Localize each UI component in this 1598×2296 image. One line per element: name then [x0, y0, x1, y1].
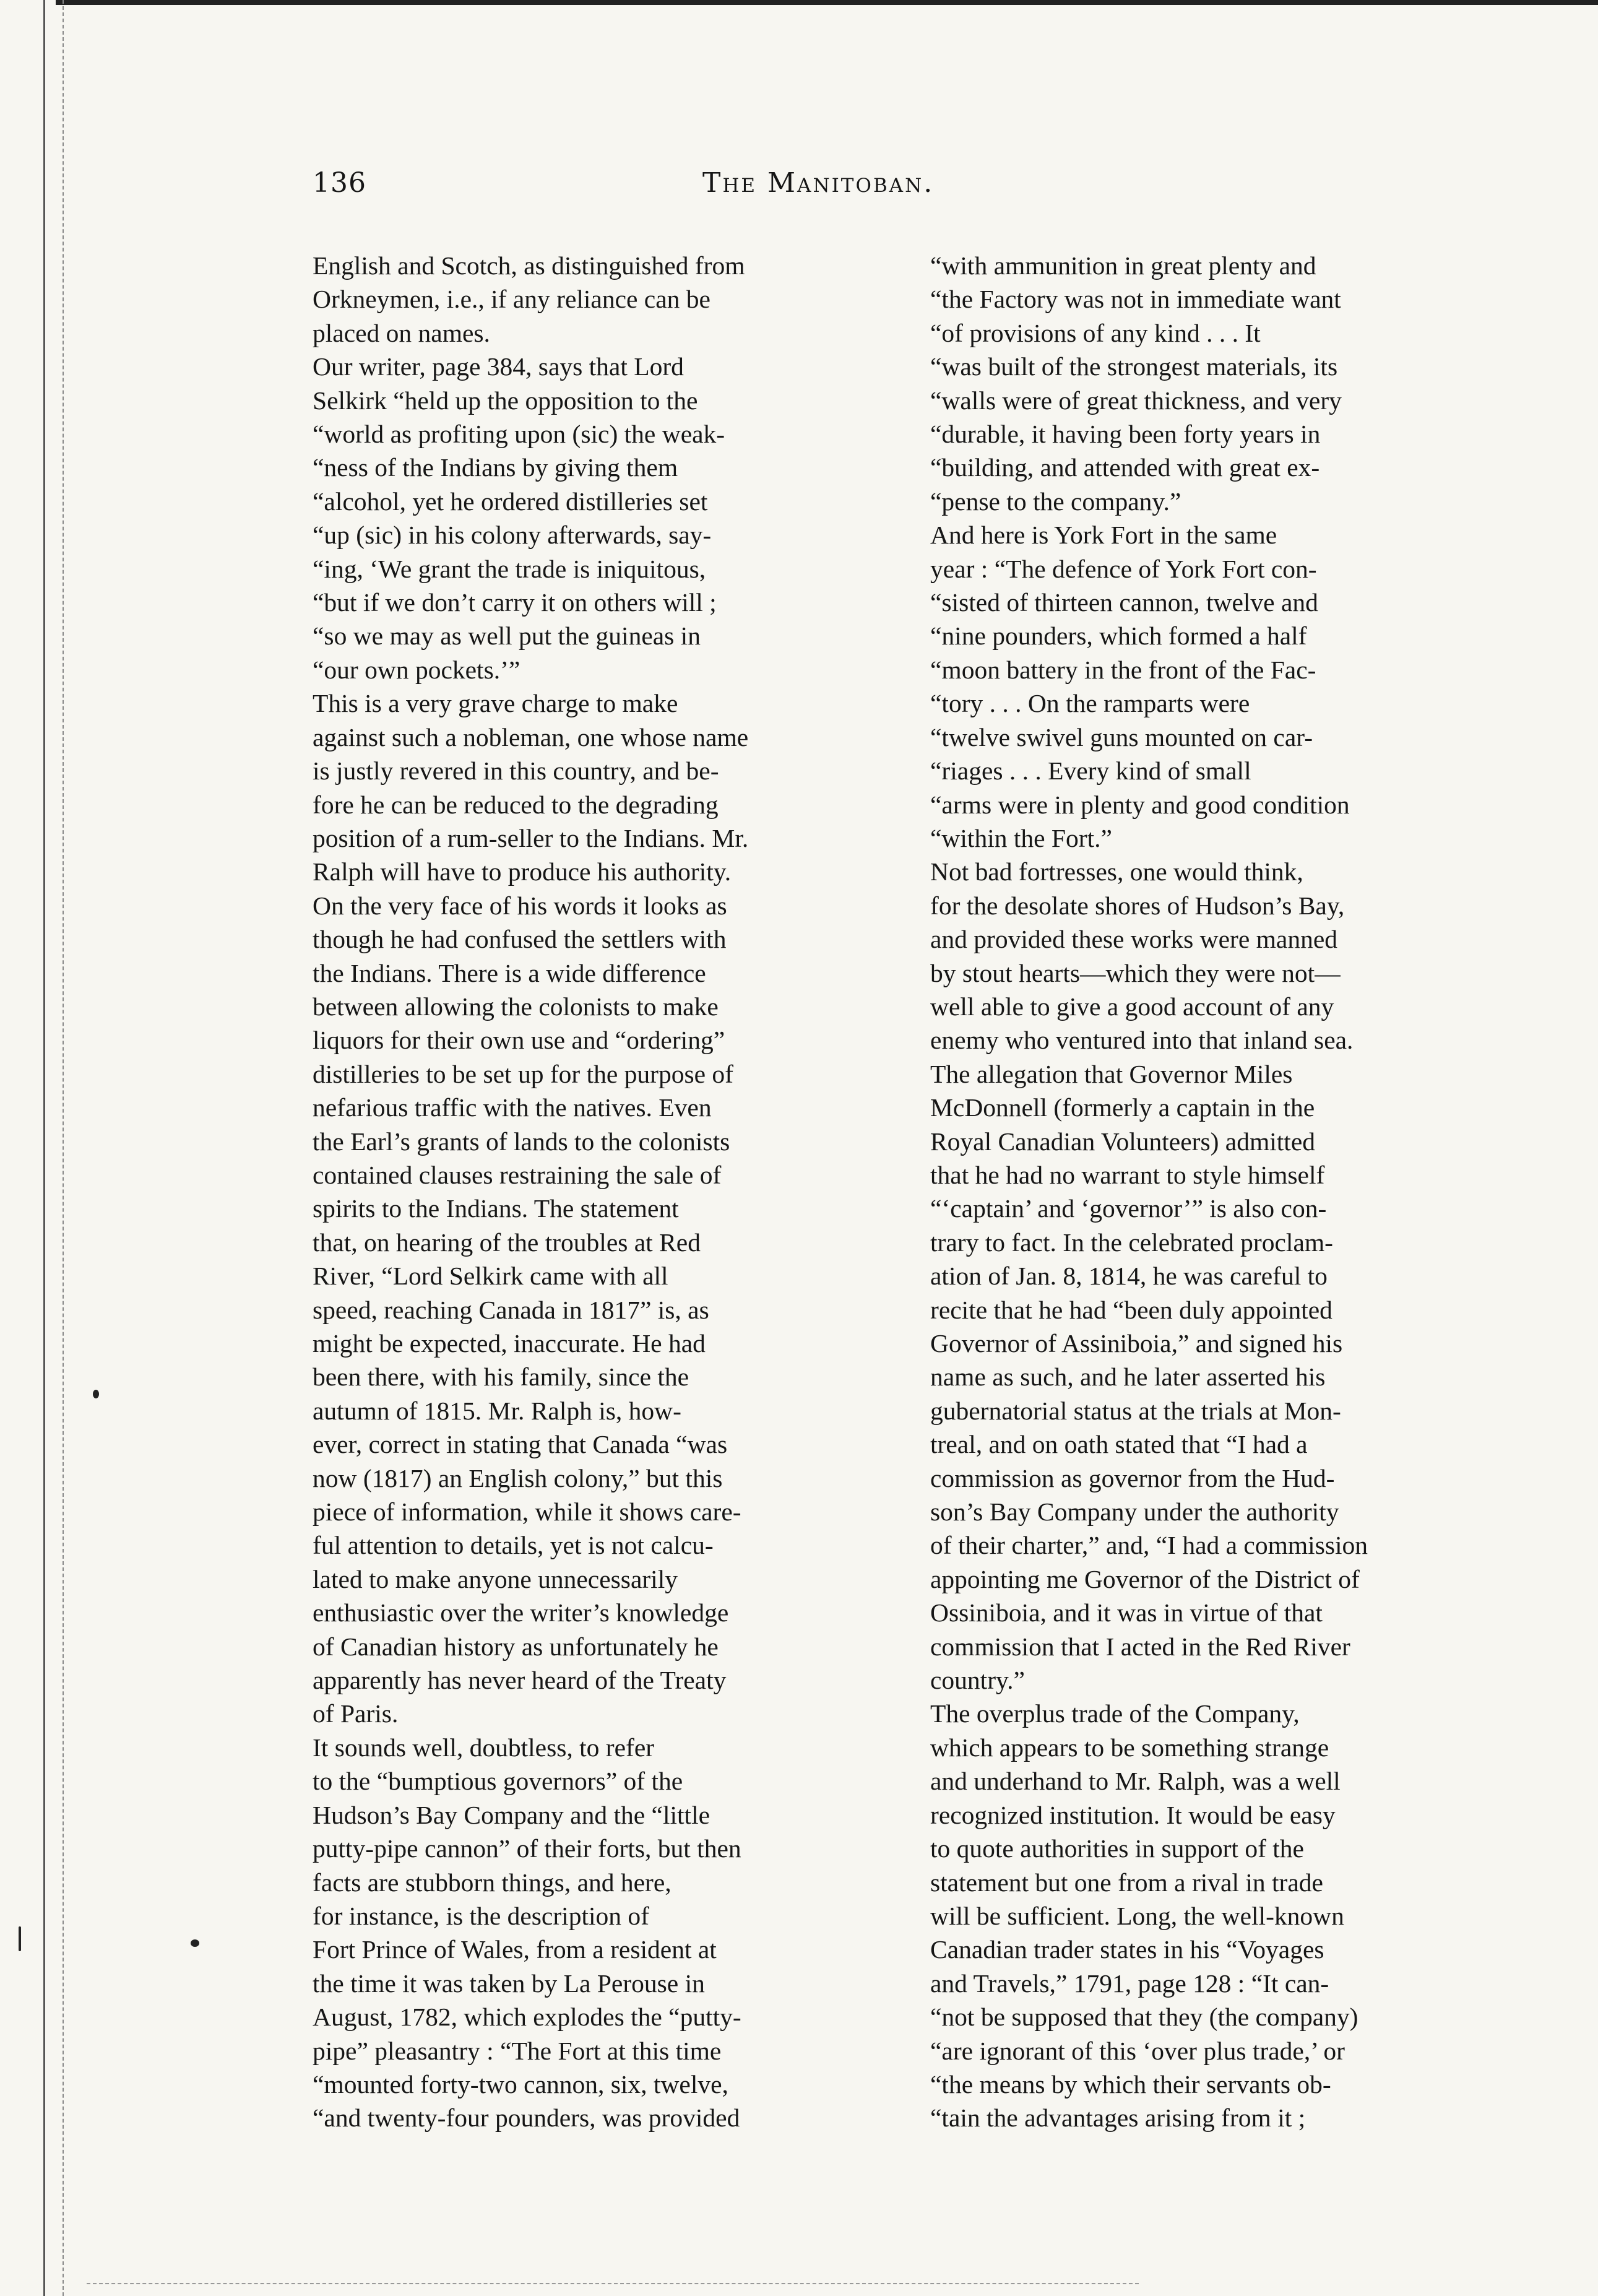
paragraph: “with ammunition in great plenty and “the Factory was not in immediate want “of provisions of any kind . . . It “was built of the strongest materials, its “walls were of great thickness, and very “durable, it having been forty years in “building, and attended with great ex- “pense to the company.”: [930, 251, 1342, 516]
paragraph: The allegation that Governor Miles McDonnell (formerly a captain in the Royal Canadian Volunteers) admitted that he had no warrant to style himself “‘captain’ and ‘governor’” is also con- trary to fact. In the celebrated proclam- ation of Jan. 8, 1814, he was careful to recite that he had “been duly appointed Governor of Assiniboia,” and signed his name as such, and he later asserted his gubernatorial status at the trials at Mon- treal, and on oath stated that “I had a commission as governor from the Hud- son’s Bay Company under the authority of their charter,” and, “I had a commission appointing me Governor of the District of Ossiniboia, and it was in virtue of that commission that I acted in the Red River country.”: [930, 1059, 1368, 1695]
page-top-edge: [56, 0, 1598, 11]
page-number: 136: [313, 167, 366, 199]
page-bottom-edge: [87, 2283, 1139, 2284]
page-header: [313, 167, 1519, 217]
running-head: The Manitoban.: [702, 167, 935, 199]
paragraph: And here is York Fort in the same year : “The defence of York Fort con- “sisted of thirteen cannon, twelve and “nine pounders, which formed a half “moon battery in the front of the Fac- “tory . . . On the ramparts were “twelve swivel guns mounted on car- “riages . . . Every kind of small “arms were in plenty and good condition “within the Fort.”: [930, 521, 1350, 852]
paragraph: This is a very grave charge to make against such a nobleman, one whose name is justly revered in this country, and be- fore he can be reduced to the degrading position of a rum-seller to the Indians. Mr. Ralph will have to produce his authority. On the very face of his words it looks as though he had confused the settlers with the Indians. There is a wide difference between allowing the colonists to make liquors for their own use and “ordering” distilleries to be set up for the purpose of nefarious traffic with the natives. Even the Earl’s grants of lands to the colonists contained clauses restraining the sale of spirits to the Indians. The statement that, on hearing of the troubles at Red River, “Lord Selkirk came with all speed, reaching Canada in 1817” is, as might be expected, inaccurate. He had been there, with his family, since the autumn of 1815. Mr. Ralph is, how- ever, correct in stating that Canada “was now (1817) an English colony,” but this piece of information, while it shows care- ful attention to details, yet is not calcu- lated to make anyone unnecessarily enthusiastic over the writer’s knowledge of Canadian history as unfortunately he apparently has never heard of the Treaty of Paris.: [313, 689, 749, 1728]
paragraph: It sounds well, doubtless, to refer to the “bumptious governors” of the Hudson’s Bay Company and the “little putty-pipe cannon” of their forts, but then facts are stubborn things, and here, for instance, is the description of Fort Prince of Wales, from a resident at the time it was taken by La Perouse in August, 1782, which explodes the “putty- pipe” pleasantry : “The Fort at this time “mounted forty-two cannon, six, twelve, “and twenty-four pounders, was provided: [313, 1733, 741, 2133]
ink-speck: [191, 1939, 199, 1947]
paragraph: Not bad fortresses, one would think, for the desolate shores of Hudson’s Bay, and provided these works were manned by stout hearts—which they were not— well able to give a good account of any enemy who ventured into that inland sea.: [930, 857, 1354, 1055]
left-column: [313, 249, 888, 2135]
ink-speck: [19, 1926, 21, 1951]
right-column: [930, 249, 1506, 2135]
paragraph: The overplus trade of the Company, which appears to be something strange and underhand to Mr. Ralph, was a well recognized institution. It would be easy to quote authorities in support of the statement but one from a rival in trade will be sufficient. Long, the well-known Canadian trader states in his “Voyages and Travels,” 1791, page 128 : “It can- “not be supposed that they (the company) “are ignorant of this ‘over plus trade,’ or “the means by which their servants ob- “tain the advantages arising from it ;: [930, 1699, 1358, 2133]
ink-speck: [93, 1390, 99, 1398]
paragraph: Our writer, page 384, says that Lord Selkirk “held up the opposition to the “world as profiting upon (sic) the weak- “ness of the Indians by giving them “alcohol, yet he ordered distilleries set “up (sic) in his colony afterwards, say- “ing, ‘We grant the trade is iniquitous, “but if we don’t carry it on others will ; “so we may as well put the guineas in “our own pockets.’”: [313, 352, 725, 684]
paragraph: English and Scotch, as distinguished from Orkneymen, i.e., if any reliance can be placed on names.: [313, 251, 745, 347]
page-binding-edge: [43, 0, 64, 2296]
